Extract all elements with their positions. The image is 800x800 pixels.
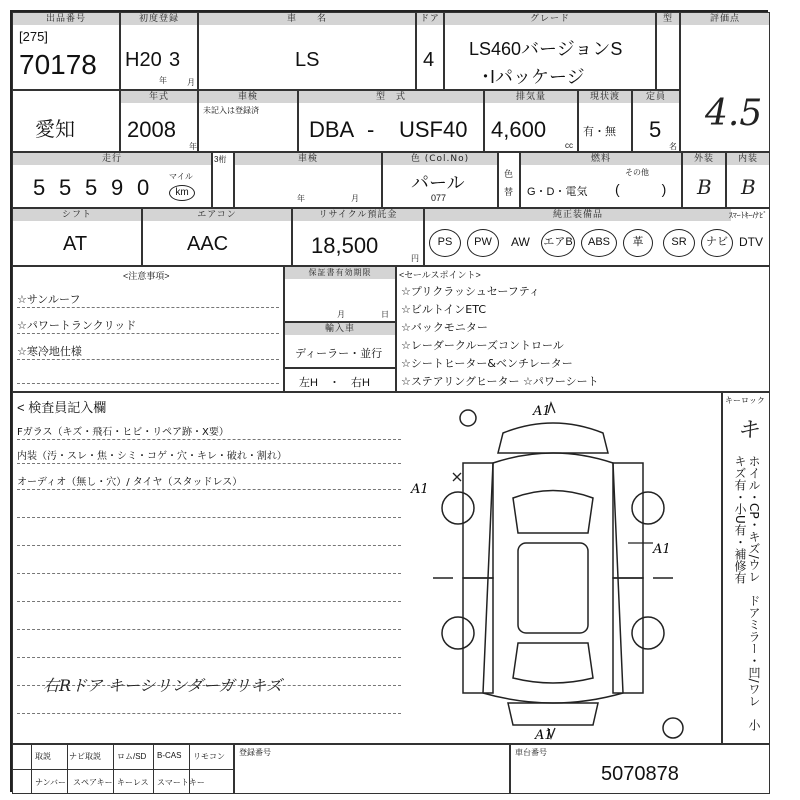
chassis-cell	[510, 744, 770, 794]
footer-check: ナビ取説	[69, 752, 101, 761]
grade-cell	[444, 12, 656, 90]
equip-leather: 革	[623, 229, 653, 257]
miles-label: マイル	[169, 172, 193, 181]
reg-number-cell	[234, 744, 510, 794]
inspector-right-notes: ホイル・CP・キズ/ウレ ドアミラー・凹/ワレ 小キズ有・小U有・補修有	[733, 455, 761, 731]
footer-check: スペアキー	[73, 778, 113, 787]
inspection-note: 未記入は登録済	[203, 106, 259, 115]
score-cell	[680, 12, 770, 152]
model-label: 型 式	[299, 91, 483, 103]
inspector-cell	[12, 392, 722, 744]
color-code: 077	[431, 193, 447, 203]
seats-cell	[632, 90, 680, 152]
reg-month-unit: 月	[187, 78, 195, 87]
score-label: 評価点	[681, 13, 769, 25]
warranty-day: 日	[381, 310, 389, 319]
doors: 4	[423, 49, 435, 71]
interior-cell	[726, 152, 770, 208]
selling-label: <セールスポイント>	[399, 270, 481, 280]
inspector-title: < 検査員記入欄	[17, 400, 107, 415]
shape-label: 型	[657, 13, 679, 25]
km-label: km	[169, 185, 195, 201]
recycle-cell	[292, 208, 424, 266]
footer-check: B-CAS	[157, 751, 182, 760]
caution-item: ☆サンルーフ	[17, 293, 81, 306]
mileage-digit: 5	[59, 175, 72, 200]
keylock-mark: キ	[737, 418, 760, 443]
car-diagram	[411, 403, 683, 743]
disp-unit: cc	[565, 141, 573, 150]
equip-navi: ナビ	[701, 229, 733, 257]
color-cell	[382, 152, 498, 208]
damage-mark-right: A1	[653, 542, 671, 557]
score: 4.5	[705, 93, 763, 134]
mileage-digit: 5	[33, 175, 46, 200]
import-label: 輸入車	[285, 323, 395, 335]
displacement: 4,600	[491, 117, 547, 142]
color-change-cell	[498, 152, 520, 208]
equip-dtv: DTV	[739, 235, 763, 249]
selling-point: ☆シートヒーター&ベンチレーター	[401, 357, 573, 370]
lot-label: 出品番号	[13, 13, 119, 25]
mileage-digit: 0	[137, 175, 150, 200]
aircon-cell	[142, 208, 292, 266]
seats-unit: 名	[669, 142, 677, 151]
door-label: ドア	[417, 13, 443, 25]
inspect3-label: 3桁	[214, 155, 227, 164]
mileage-digit: 9	[111, 175, 124, 200]
keylock-label: キーロック	[725, 396, 765, 405]
exterior-cell	[682, 152, 726, 208]
footer-check: スマートキー	[157, 778, 205, 787]
shaken-month-unit: 月	[351, 194, 359, 203]
caution-cell	[12, 266, 284, 392]
footer-check: ロム/SD	[117, 752, 147, 761]
keylock-cell	[722, 392, 770, 744]
damage-mark-front: A1	[533, 404, 551, 419]
color-label: 色 (Col.No)	[383, 153, 497, 165]
interior-label: 内装	[727, 153, 769, 165]
lot-number: 70178	[19, 49, 97, 80]
fuel-label: 燃料	[521, 153, 681, 165]
grade-line1: LS460バージョンS	[469, 39, 623, 59]
recycle-label: リサイクル預託金	[293, 209, 423, 221]
reg-number-label: 登録番号	[239, 748, 271, 757]
mileage-cell	[12, 152, 212, 208]
inspector-interior: 内装（汚・スレ・焦・シミ・コゲ・穴・キレ・破れ・割れ）	[17, 451, 287, 462]
color-change-label-1: 色	[504, 169, 514, 179]
inspection-cell	[198, 90, 298, 152]
grade-line2: ･Iパッケージ	[481, 67, 585, 87]
handle-cell	[284, 368, 396, 392]
reg-year-unit: 年	[159, 76, 167, 85]
handle-options: 左H ・ 右H	[299, 377, 370, 389]
shift: AT	[63, 233, 88, 255]
equip-sunroof: SR	[663, 229, 695, 257]
ac-status-cell	[578, 90, 632, 152]
color-change-label-2: 替	[504, 187, 514, 197]
model-code: USF40	[399, 117, 468, 142]
recycle-fee: 18,500	[311, 233, 379, 258]
chassis-label: 車台番号	[515, 748, 547, 757]
car-name: LS	[295, 49, 320, 71]
fuel-paren: ( )	[615, 181, 667, 197]
selling-point: ☆プリクラッシュセーフティ	[401, 285, 540, 298]
mileage-label: 走行	[13, 153, 211, 165]
seats: 5	[649, 117, 662, 142]
footer-checks	[12, 744, 234, 794]
caution-item: ☆寒冷地仕様	[17, 345, 82, 358]
warranty-month: 月	[337, 310, 345, 319]
equipment-cell	[424, 208, 770, 266]
footer-check: キーレス	[117, 778, 149, 787]
aircon-label: エアコン	[143, 209, 291, 221]
fuel-options: G・D・電気	[527, 186, 588, 198]
shaken-cell	[234, 152, 382, 208]
reg-label: 初度登録	[121, 13, 197, 25]
color: パール	[411, 173, 465, 193]
model-year-unit: 年	[189, 142, 197, 151]
shaken-label: 車検	[235, 153, 381, 165]
area-cell	[12, 90, 120, 152]
model-cell	[298, 90, 484, 152]
first-reg-cell	[120, 12, 198, 90]
selling-point: ☆バックモニター	[401, 321, 488, 334]
car-name-label: 車 名	[199, 13, 415, 25]
inspector-audio: オーディオ（無し・穴）/ タイヤ（スタッドレス）	[17, 477, 243, 488]
disp-label: 排気量	[485, 91, 577, 103]
lot-cell	[12, 12, 120, 90]
ac-label: 現状渡	[579, 91, 631, 103]
selling-point: ☆ビルトインETC	[401, 303, 487, 316]
recycle-yen: 円	[411, 254, 419, 263]
model-dash: -	[367, 117, 375, 142]
area: 愛知	[35, 119, 75, 141]
import-options: ディーラー・並行	[295, 348, 383, 360]
equip-abs: ABS	[581, 229, 617, 257]
model-prefix: DBA	[309, 117, 355, 142]
shift-cell	[12, 208, 142, 266]
seats-label: 定員	[633, 91, 679, 103]
inspector-glass: Fガラス（キズ・飛石・ヒビ・リペア跡・X要）	[17, 427, 229, 438]
model-year: 2008	[127, 117, 176, 142]
import-cell	[284, 322, 396, 368]
exterior-grade: B	[697, 175, 712, 199]
equip-pw: PW	[467, 229, 499, 257]
equip-airbag: エアB	[541, 229, 575, 257]
exterior-label: 外装	[683, 153, 725, 165]
shaken-year-unit: 年	[297, 194, 305, 203]
model-year-cell	[120, 90, 198, 152]
grade-label: グレード	[445, 13, 655, 25]
footer-check: リモコン	[193, 752, 225, 761]
footer-check: ナンバー	[35, 778, 67, 787]
door-cell	[416, 12, 444, 90]
auction-sheet	[10, 10, 768, 792]
inspect3-cell	[212, 152, 234, 208]
equip-ps: PS	[429, 229, 461, 257]
reg-month: 3	[169, 49, 181, 71]
damage-mark-left: A1	[411, 482, 429, 497]
selling-point: ☆レーダークルーズコントロール	[401, 339, 564, 352]
interior-grade: B	[741, 175, 756, 199]
aircon: AAC	[187, 233, 229, 255]
warranty-label: 保証書有効期限	[285, 267, 395, 279]
caution-label: <注意事項>	[123, 271, 170, 281]
equip-aw: AW	[511, 235, 530, 249]
fuel-cell	[520, 152, 682, 208]
equip-label: 純正装備品	[425, 209, 731, 221]
reg-era: H20	[125, 49, 162, 71]
caution-item: ☆パワートランクリッド	[17, 319, 137, 332]
mileage-digit: 5	[85, 175, 98, 200]
displacement-cell	[484, 90, 578, 152]
navi-label: ｽﾏｰﾄｷｰ/ﾅﾋﾞ	[728, 211, 767, 220]
selling-point: ☆ステアリングヒーター ☆パワーシート	[401, 375, 599, 388]
fuel-other: その他	[625, 168, 649, 177]
inspector-handwritten-note: 右Rドア キーシリンダーガリキズ	[43, 676, 283, 695]
footer-check: 取説	[35, 752, 51, 761]
inspection-label: 車検	[199, 91, 297, 103]
warranty-cell	[284, 266, 396, 322]
lot-bracket: [275]	[19, 29, 48, 44]
damage-mark-rear: A1	[535, 728, 553, 743]
car-name-cell	[198, 12, 416, 90]
chassis-number: 5070878	[601, 763, 679, 785]
shape-cell	[656, 12, 680, 90]
model-year-label: 年式	[121, 91, 197, 103]
shift-label: シフト	[13, 209, 141, 221]
selling-cell	[396, 266, 770, 392]
ac-options: 有・無	[583, 126, 616, 138]
